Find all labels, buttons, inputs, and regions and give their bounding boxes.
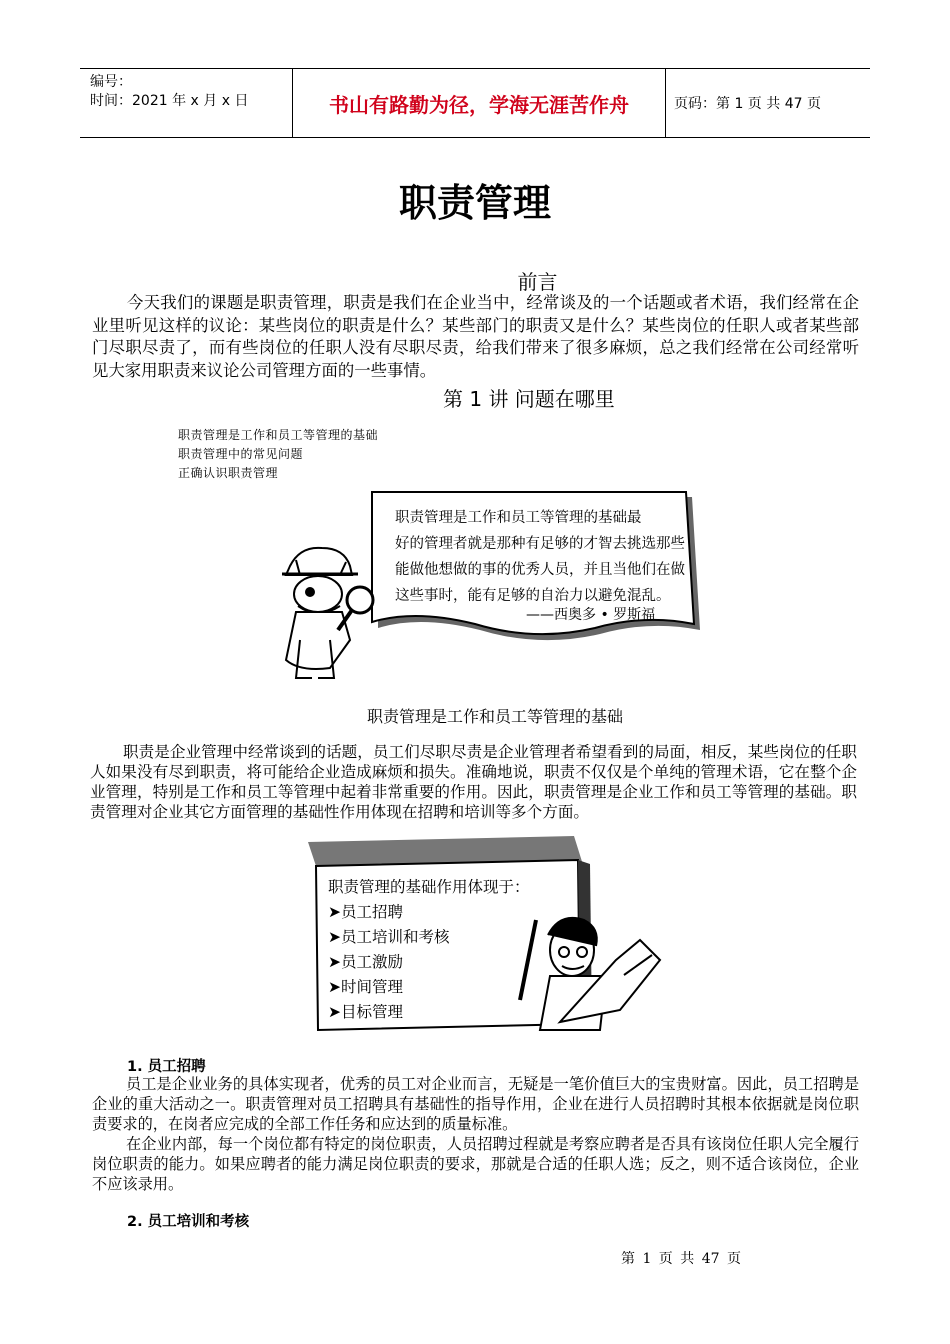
date-label: 时间：2021 年 x 月 x 日 <box>90 93 249 109</box>
list-item: ➤员工培训和考核 <box>328 928 450 946</box>
subsection-heading: 1. 员工招聘 <box>127 1059 206 1075</box>
quote-author: ——西奥多 • 罗斯福 <box>526 607 656 623</box>
arrow-bullet-icon: ➤ <box>328 928 341 946</box>
toc-item: 职责管理中的常见问题 <box>178 447 304 461</box>
toc-item: 职责管理是工作和员工等管理的基础 <box>178 428 379 442</box>
preface-paragraph: 今天我们的课题是职责管理，职责是我们在企业当中，经常谈及的一个话题或者术语，我们经常在企业里听见这样的议论：某些岗位的职责是什么？某些部门的职责又是什么？某些岗位的任职人或者某些部门尽职尽责了，而有些岗位的任职人没有尽职尽责，给我们带来了很多麻烦，总之我们经常在公司经常听见大家用职责来议论公司管理方面的一些事情。 <box>92 293 859 380</box>
arrow-bullet-icon: ➤ <box>328 978 341 996</box>
section-paragraph: 职责是企业管理中经常谈到的话题，员工们尽职尽责是企业管理者希望看到的局面，相反，某些岗位的任职人如果没有尽到职责，将可能给企业造成麻烦和损失。准确地说，职责不仅仅是个单纯的管理术语，它在整个企业管理，特别是工作和员工等管理中起着非常重要的作用。因此，职责管理是企业工作和员工等管理的基础。职责管理对企业其它方面管理的基础性作用体现在招聘和培训等多个方面。 <box>90 743 857 821</box>
preface-heading: 前言 <box>517 270 558 294</box>
paragraph: 员工是企业业务的具体实现者，优秀的员工对企业而言，无疑是一笔价值巨大的宝贵财富。因此，员工招聘是企业的重大活动之一。职责管理对员工招聘具有基础性的指导作用，企业在进行人员招聘时其根本依据就是岗位职责要求的，在岗者应完成的全部工作任务和应达到的质量标准。 <box>92 1075 859 1133</box>
arrow-bullet-icon: ➤ <box>328 1003 341 1021</box>
header-motto: 书山有路勤为径，学海无涯苦作舟 <box>293 69 666 137</box>
section-heading: 职责管理是工作和员工等管理的基础 <box>366 707 623 726</box>
list-item: ➤员工招聘 <box>328 903 404 921</box>
quote-line: 职责管理是工作和员工等管理的基础最 <box>395 510 642 526</box>
paragraph: 在企业内部，每一个岗位都有特定的岗位职责，人员招聘过程就是考察应聘者是否具有该岗位任职人完全履行岗位职责的能力。如果应聘者的能力满足岗位职责的要求，那就是合适的任职人选；反之，则不适合该岗位，企业不应该录用。 <box>92 1135 859 1193</box>
page-footer: 第 1 页 共 47 页 <box>621 1251 741 1267</box>
quote-line: 这些事时，能有足够的自治力以避免混乱。 <box>395 588 671 604</box>
functions-heading: 职责管理的基础作用体现于： <box>328 878 530 896</box>
lecture-heading: 第 1 讲 问题在哪里 <box>443 387 615 411</box>
functions-list <box>328 875 530 1025</box>
list-item: ➤目标管理 <box>328 1003 404 1021</box>
toc-item: 正确认识职责管理 <box>178 466 279 480</box>
subsection-body <box>92 1074 859 1194</box>
quote-line: 好的管理者就是那种有足够的才智去挑选那些 <box>395 536 685 552</box>
subsection-heading: 2. 员工培训和考核 <box>127 1214 250 1230</box>
list-item: ➤员工激励 <box>328 953 404 971</box>
quote-line: 能做他想做的事的优秀人员，并且当他们在做 <box>395 562 685 578</box>
list-item: ➤时间管理 <box>328 978 404 996</box>
arrow-bullet-icon: ➤ <box>328 903 341 921</box>
header-page-info: 页码：第 1 页 共 47 页 <box>674 96 821 112</box>
document-title: 职责管理 <box>398 181 551 225</box>
arrow-bullet-icon: ➤ <box>328 953 341 971</box>
number-label: 编号： <box>90 74 132 90</box>
